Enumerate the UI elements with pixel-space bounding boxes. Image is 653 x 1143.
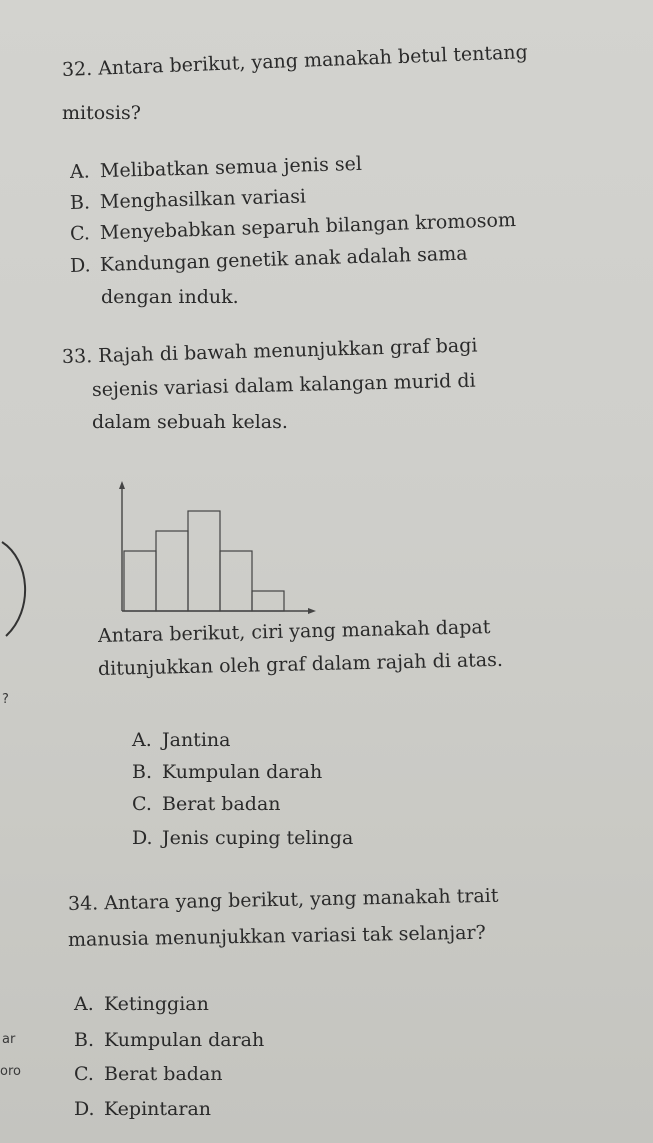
q34-option-c-letter: C. [74,1063,94,1085]
histogram-bar-5 [252,591,284,611]
q32-option-c-text: Menyebabkan separuh bilangan kromosom [99,208,517,245]
q33-stem-line1: 33. Rajah di bawah menunjukkan graf bagi [61,334,478,368]
q33-option-b-letter: B. [132,761,153,783]
q34-option-b-letter: B. [74,1029,95,1051]
q34-option-a-letter: A. [74,993,94,1015]
q32-option-c-letter: C. [69,222,91,245]
q32-option-d-text: Kandungan genetik anak adalah sama [99,242,468,277]
q32-option-a-text: Melibatkan semua jenis sel [99,152,363,183]
q32-option-b-text: Menghasilkan variasi [99,185,307,214]
histogram-bar-2 [156,531,188,611]
q33-option-b [132,760,322,784]
histogram-bars [124,511,284,611]
q33-option-a-letter: A. [132,729,152,751]
q33-option-a-text: Jantina [162,729,231,751]
q33-option-a [132,728,230,752]
q33-option-c-letter: C. [132,793,152,815]
q32-option-d-letter: D. [69,254,91,277]
q32-option-d [70,242,468,278]
q32-option-a [70,152,363,184]
histogram-chart [100,475,340,625]
q33-question-line2: ditunjukkan oleh graf dalam rajah di atas. [97,648,504,680]
q34-option-a [74,992,209,1016]
histogram-bar-1 [124,551,156,611]
q33-stem-line3: dalam sebuah kelas. [92,411,288,433]
q33-option-d-letter: D. [132,827,153,849]
q32-option-b [70,184,307,215]
q34-option-c-text: Berat badan [104,1063,223,1085]
q34-stem-line1: 34. Antara yang berikut, yang manakah trait [67,884,499,915]
q33-option-d-text: Jenis cuping telinga [162,827,354,849]
q34-option-b [74,1028,264,1052]
histogram-bar-4 [220,551,252,611]
histogram-bar-3 [188,511,220,611]
edge-mark-2: ar [2,1032,16,1047]
q33-question-line1: Antara berikut, ciri yang manakah dapat [97,616,491,647]
q32-stem-line2: mitosis? [62,102,141,124]
q34-option-c [74,1062,223,1086]
q32-stem-line1: 32. Antara berikut, yang manakah betul tentang [61,41,529,81]
edge-mark-3: oro [0,1064,21,1079]
page-edge-curve [0,540,40,640]
q33-option-d [132,826,353,850]
y-axis-arrow [119,481,125,489]
edge-mark-1: ? [2,692,9,707]
q33-option-c-text: Berat badan [162,793,281,815]
q33-option-b-text: Kumpulan darah [162,761,323,783]
q34-option-a-text: Ketinggian [104,993,209,1015]
x-axis-arrow [308,608,316,614]
q34-option-d-text: Kepintaran [104,1098,212,1120]
q33-option-c [132,792,281,816]
q32-option-b-letter: B. [69,191,91,214]
q34-option-d [74,1097,211,1121]
q34-stem-line2: manusia menunjukkan variasi tak selanjar? [67,921,486,951]
q32-option-c [70,208,517,246]
q34-option-d-letter: D. [74,1098,95,1120]
q33-stem-line2: sejenis variasi dalam kalangan murid di [91,369,476,401]
q32-option-a-letter: A. [69,160,91,183]
q34-option-b-text: Kumpulan darah [104,1029,265,1051]
q32-option-d-line2: dengan induk. [101,286,239,308]
